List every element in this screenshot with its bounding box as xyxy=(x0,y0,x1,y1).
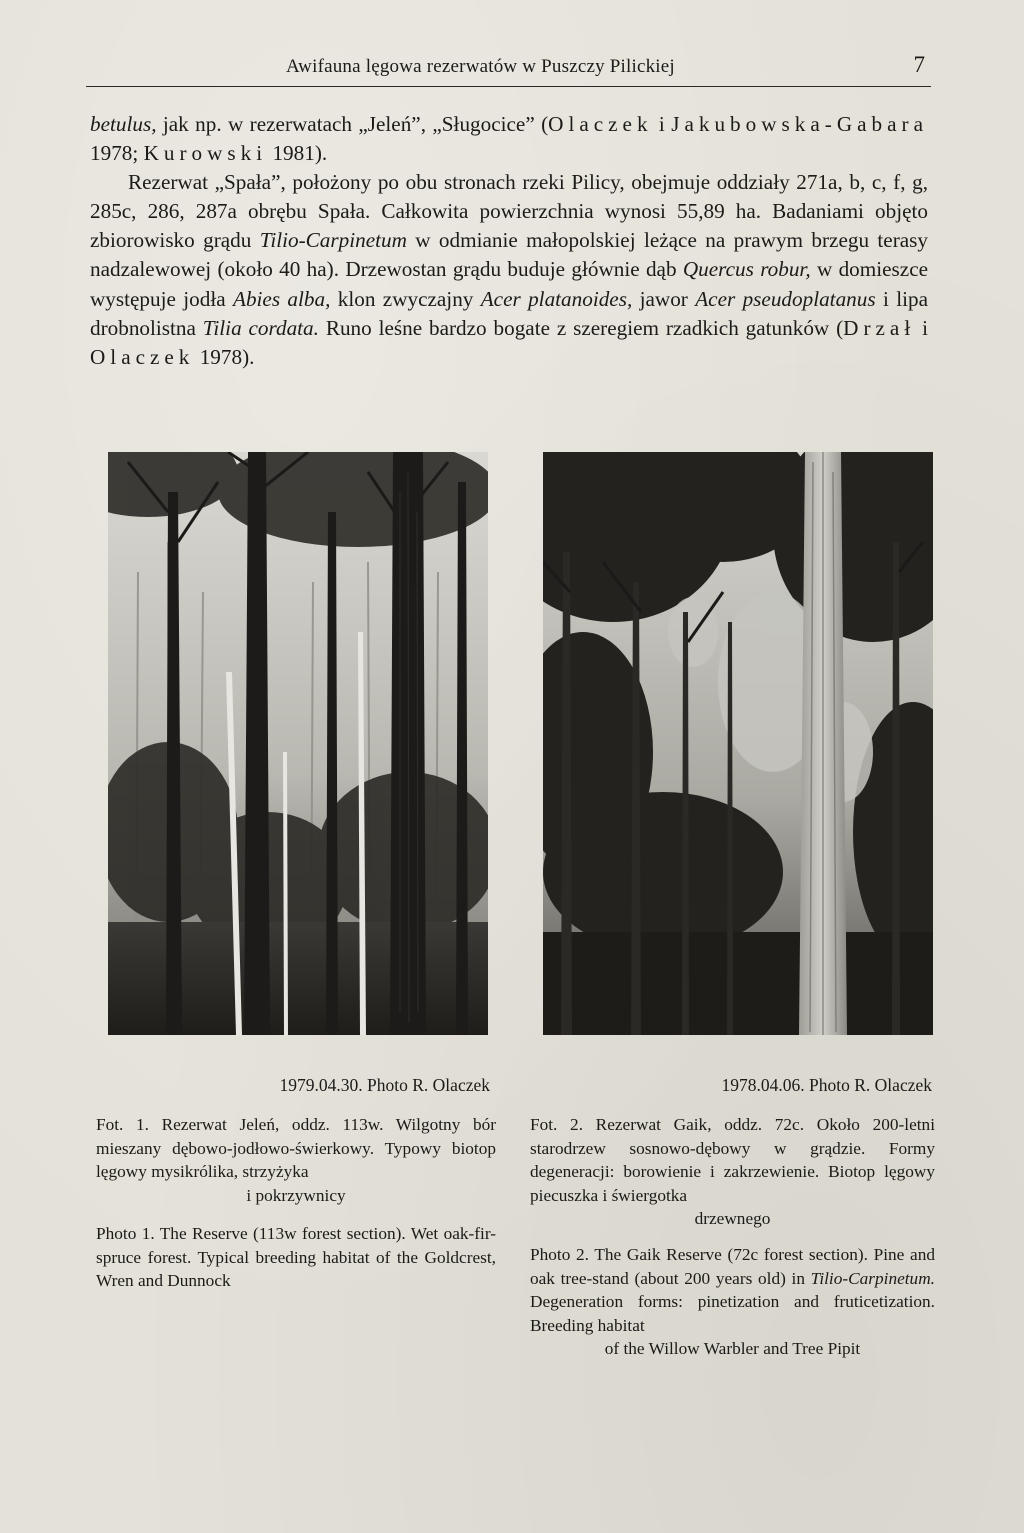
body-text xyxy=(90,110,928,372)
latin-name: Tilia cordata. xyxy=(202,315,319,340)
text-run: Rezerwat „Spała”, położony po obu stronach rzeki Pilicy, obejmuje oddziały 271a, b, c, f, g, 285c, 286, 287a obrębu Spała. Całkowita powierzchnia wynosi 55,89 ha. Badaniami objęto zbiorowisko grądu xyxy=(90,170,928,253)
latin-name: Tilio-Carpinetum. xyxy=(810,1268,935,1288)
author-name: Olaczek xyxy=(90,344,195,369)
latin-name: Acer platanoides, xyxy=(480,286,633,311)
photo-2-caption-english xyxy=(530,1243,935,1361)
author-name: Jakubowska-Gabara xyxy=(671,112,928,136)
author-name: Olaczek xyxy=(548,112,653,136)
text-run: w domieszce występuje jodła xyxy=(90,257,929,311)
caption-last-line: i pokrzywnicy xyxy=(246,1185,346,1205)
text-run: Runo leśne bardzo bogate z szeregiem rzadkich gatunków ( xyxy=(318,315,844,340)
forest-photo-1-image xyxy=(108,452,488,1035)
text-run: 1981). xyxy=(267,141,328,166)
text-run: w odmianie małopolskiej leżące na prawym brzegu terasy nadzalewowej (około 40 ha). Drzewostan grądu buduje głównie dąb xyxy=(90,228,928,282)
running-title: Awifauna lęgowa rezerwatów w Puszczy Pilickiej xyxy=(286,56,675,77)
forest-photo-2-image xyxy=(543,452,933,1035)
species-name: betulus, xyxy=(90,112,157,136)
author-name: Kurowski xyxy=(143,141,268,166)
text-run: i xyxy=(652,112,672,136)
text-run: 1978; xyxy=(90,141,144,166)
photo-1-caption-english xyxy=(96,1222,496,1293)
text-run: i lipa drobnolistna xyxy=(90,286,928,340)
latin-name: Tilio-Carpinetum xyxy=(259,228,407,253)
page-number: 7 xyxy=(913,52,925,77)
caption-text: Fot. 1. Rezerwat Jeleń, oddz. 113w. Wilgotny bór mieszany dębowo-jodłowo-świerkowy. Typowy biotop lęgowy mysikrólika, strzyżyka xyxy=(96,1115,496,1182)
text-run: jawor xyxy=(632,286,696,311)
author-name: Drzał xyxy=(843,315,916,340)
caption-text: Fot. 2. Rezerwat Gaik, oddz. 72c. Około 200-letni starodrzew sosnowo-dębowy w grądzie. Formy degeneracji: borowienie i zakrzewienie. Biotop lęgowy piecuszka i świergotka xyxy=(530,1115,935,1205)
caption-last-line: of the Willow Warbler and Tree Pipit xyxy=(604,1339,861,1359)
text-run: jak np. w rezerwatach „Jeleń”, „Sługocice” ( xyxy=(156,112,549,136)
caption-text: Photo 1. The Reserve (113w forest section). Wet oak-fir-spruce forest. Typical breeding habitat of the Goldcrest, Wren and Dunnock xyxy=(96,1224,496,1291)
text-run: i xyxy=(915,315,928,340)
paragraph-2 xyxy=(90,168,928,372)
photo-2-caption-polish xyxy=(530,1113,935,1231)
paragraph-1 xyxy=(90,110,928,168)
latin-name: Acer pseudoplatanus xyxy=(695,286,876,311)
photo-2-credit: 1978.04.06. Photo R. Olaczek xyxy=(721,1075,932,1095)
caption-last-line: drzewnego xyxy=(694,1209,771,1229)
text-run: Photo 2. The Gaik Reserve (72c forest section). Pine and oak tree-stand (about 200 years old) in xyxy=(530,1245,935,1288)
photo-1-caption-polish xyxy=(96,1113,496,1207)
forest-photo-2 xyxy=(543,452,933,1035)
latin-name: Quercus robur, xyxy=(682,257,811,282)
running-header xyxy=(86,52,931,87)
photo-1-credit: 1979.04.30. Photo R. Olaczek xyxy=(279,1075,490,1095)
text-run: klon zwyczajny xyxy=(330,286,481,311)
text-run: Degeneration forms: pinetization and fruticetization. Breeding habitat xyxy=(530,1292,935,1335)
latin-name: Abies alba, xyxy=(233,286,331,311)
forest-photo-1 xyxy=(108,452,488,1035)
caption-text xyxy=(530,1243,935,1337)
text-run: 1978). xyxy=(194,344,255,369)
